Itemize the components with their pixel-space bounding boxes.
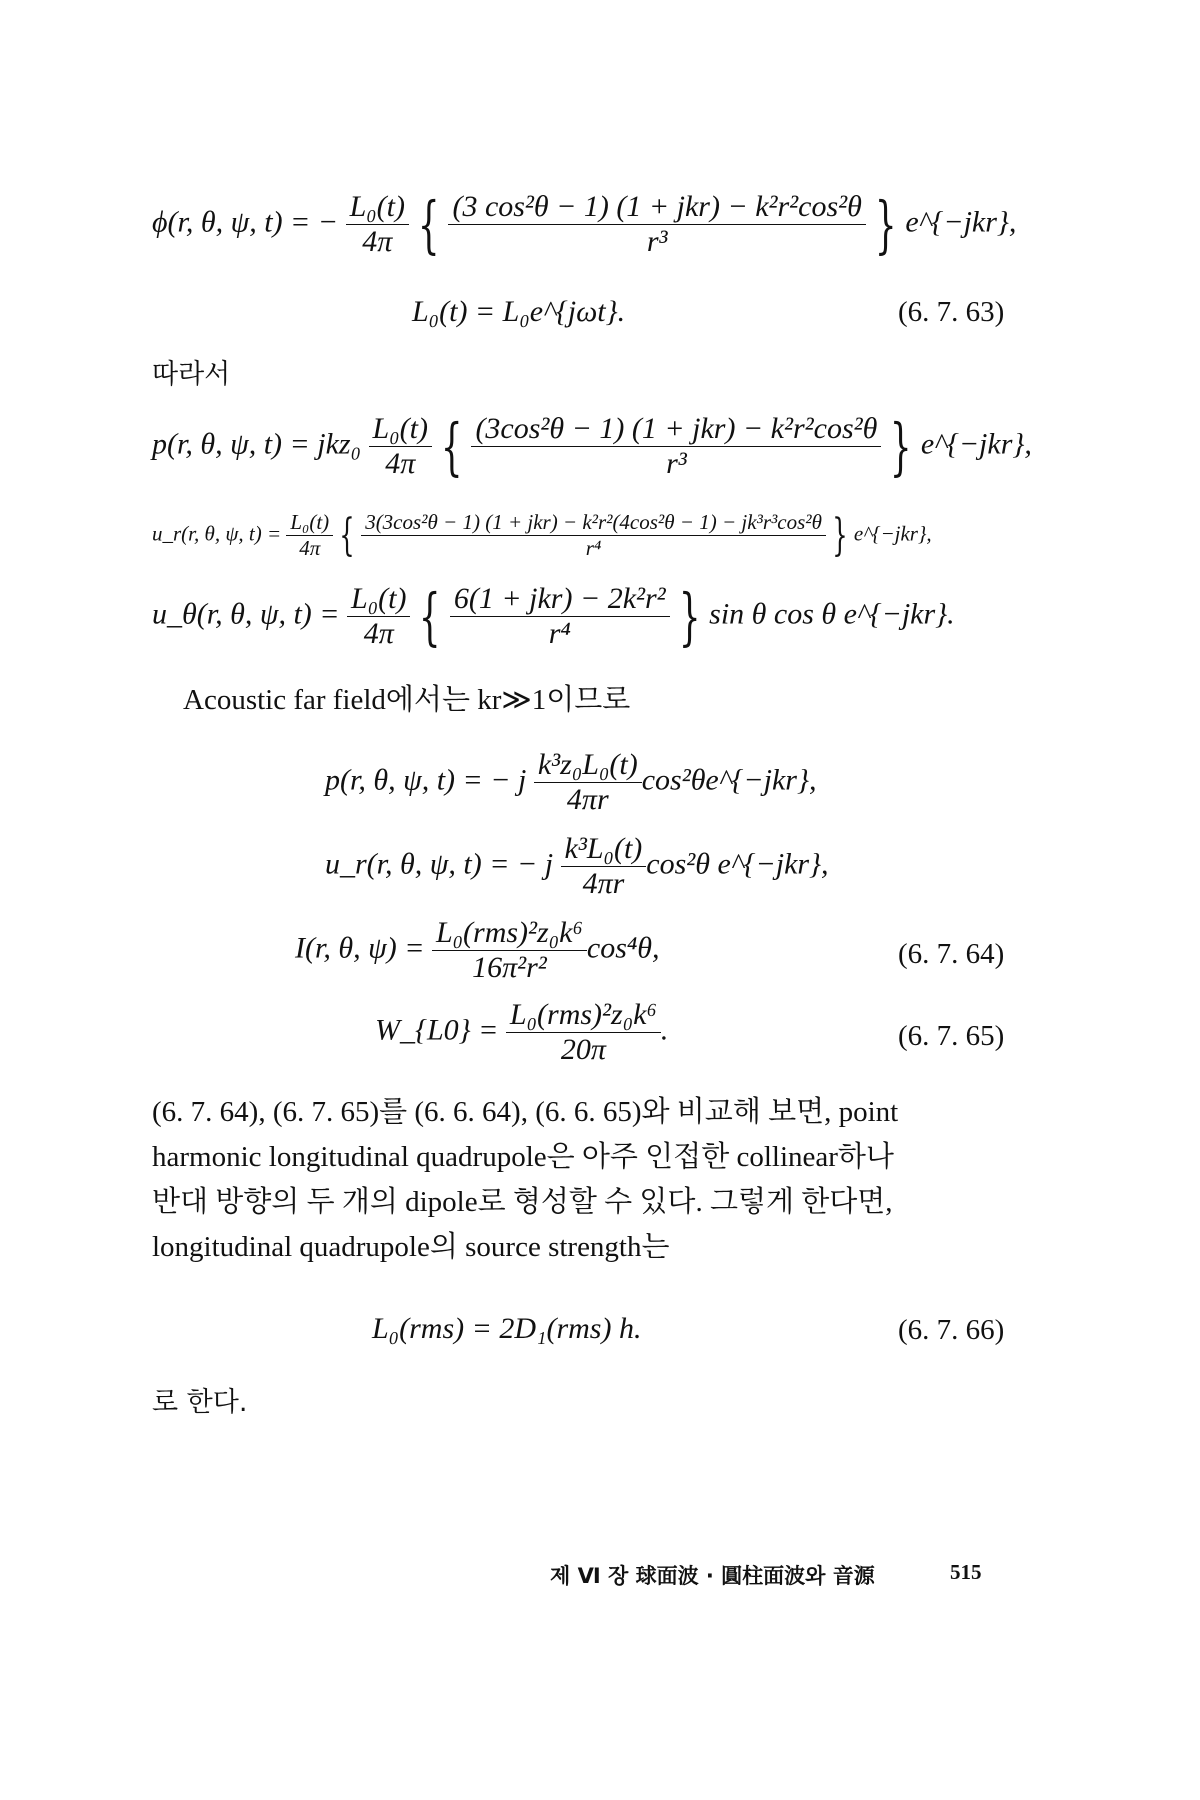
phi-fraction: $\frac{\text{(3 cos²θ − 1) (1 + jkr) − k²r²cos²θ}}{\text{r³}}$ — [448, 190, 865, 259]
utheta-equation: u_θ(r, θ, ψ, t) = $\frac{\text{L₀(t)}}{4\pi}$ { $\frac{\text{6(1 + jkr) − 2k²r²}}{\text{r⁴}}$ } sin θ cos θ e^{−jkr}. — [152, 579, 955, 653]
phi-lhs: ϕ(r, θ, ψ, t) = − — [152, 205, 339, 239]
therefore-label: 따라서 — [152, 359, 231, 390]
phi-exponential: e^{−jkr}, — [905, 205, 1017, 239]
power-equation: W_{L0} = $\frac{\text{L₀(rms)²z₀k⁶}}{20\pi}$ . — [375, 998, 669, 1066]
page-number: 515 — [950, 1560, 982, 1584]
source-strength-equation: L₀(rms) = 2D₁(rms) h. — [372, 1312, 642, 1345]
paragraph-line: longitudinal quadrupole의 source strength는 — [152, 1231, 670, 1263]
L0-definition: L₀(t) = L₀e^{jωt}. — [412, 295, 626, 328]
paragraph-line: 반대 방향의 두 개의 dipole로 형성할 수 있다. 그렇게 한다면, — [152, 1186, 893, 1218]
ur-fraction: $\frac{\text{3(3cos²θ − 1) (1 + jkr) − k²r²(4cos²θ − 1) − jk³r³cos²θ}}{\text{r⁴}}$ — [361, 510, 826, 561]
equation-number-65: (6. 7. 65) — [898, 1020, 1005, 1052]
closing-text: 로 한다. — [152, 1387, 248, 1418]
intensity-equation: I(r, θ, ψ) = $\frac{\text{L₀(rms)²z₀k⁶}}{\text{16π²r²}}$ cos⁴θ, — [295, 916, 660, 984]
L-over-4pi: $\frac{\text{L₀(t)}}{4\pi}$ — [346, 190, 409, 259]
far-field-sentence: Acoustic far field에서는 kr≫1이므로 — [183, 684, 631, 716]
paragraph — [152, 1090, 1032, 1270]
far-p-equation: p(r, θ, ψ, t) = − j $\frac{\text{k³z₀L₀(t)}}{4\pi r}$ cos²θe^{−jkr}, — [325, 748, 817, 816]
paragraph-line: harmonic longitudinal quadrupole은 아주 인접한 collinear하나 — [152, 1141, 894, 1173]
equation-number-63: (6. 7. 63) — [898, 296, 1005, 328]
ur-equation: u_r(r, θ, ψ, t) = $\frac{\text{L₀(t)}}{4\pi}$ { $\frac{\text{3(3cos²θ − 1) (1 + jkr) − k²r²(4cos²θ − 1) − jk³r³cos²θ}}{\text{r⁴}}$ } e^{−jkr}, — [152, 509, 932, 561]
far-ur-equation: u_r(r, θ, ψ, t) = − j $\frac{\text{k³L₀(t)}}{4\pi r}$ cos²θ e^{−jkr}, — [325, 832, 829, 900]
running-footer: 제 Ⅵ 장 球面波 · 圓柱面波와 音源 — [550, 1564, 875, 1588]
phi-equation: ϕ(r, θ, ψ, t) = − $\frac{\text{L₀(t)}}{4\pi}$ { $\frac{\text{(3 cos²θ − 1) (1 + jkr) − k²r²cos²θ}}{\text{r³}}$ } e^{−jkr}, — [152, 187, 1017, 261]
p-equation: p(r, θ, ψ, t) = jkz₀ $\frac{\text{L₀(t)}}{4\pi}$ { $\frac{\text{(3cos²θ − 1) (1 + jkr) − k²r²cos²θ}}{\text{r³}}$ } e^{−jkr}, — [152, 409, 1032, 483]
p-fraction: $\frac{\text{(3cos²θ − 1) (1 + jkr) − k²r²cos²θ}}{\text{r³}}$ — [471, 412, 881, 481]
paragraph-line: (6. 7. 64), (6. 7. 65)를 (6. 6. 64), (6. 6. 65)와 비교해 보면, point — [152, 1096, 899, 1128]
utheta-fraction: $\frac{\text{6(1 + jkr) − 2k²r²}}{\text{r⁴}}$ — [450, 582, 670, 651]
equation-number-66: (6. 7. 66) — [898, 1314, 1005, 1346]
equation-number-64: (6. 7. 64) — [898, 938, 1005, 970]
